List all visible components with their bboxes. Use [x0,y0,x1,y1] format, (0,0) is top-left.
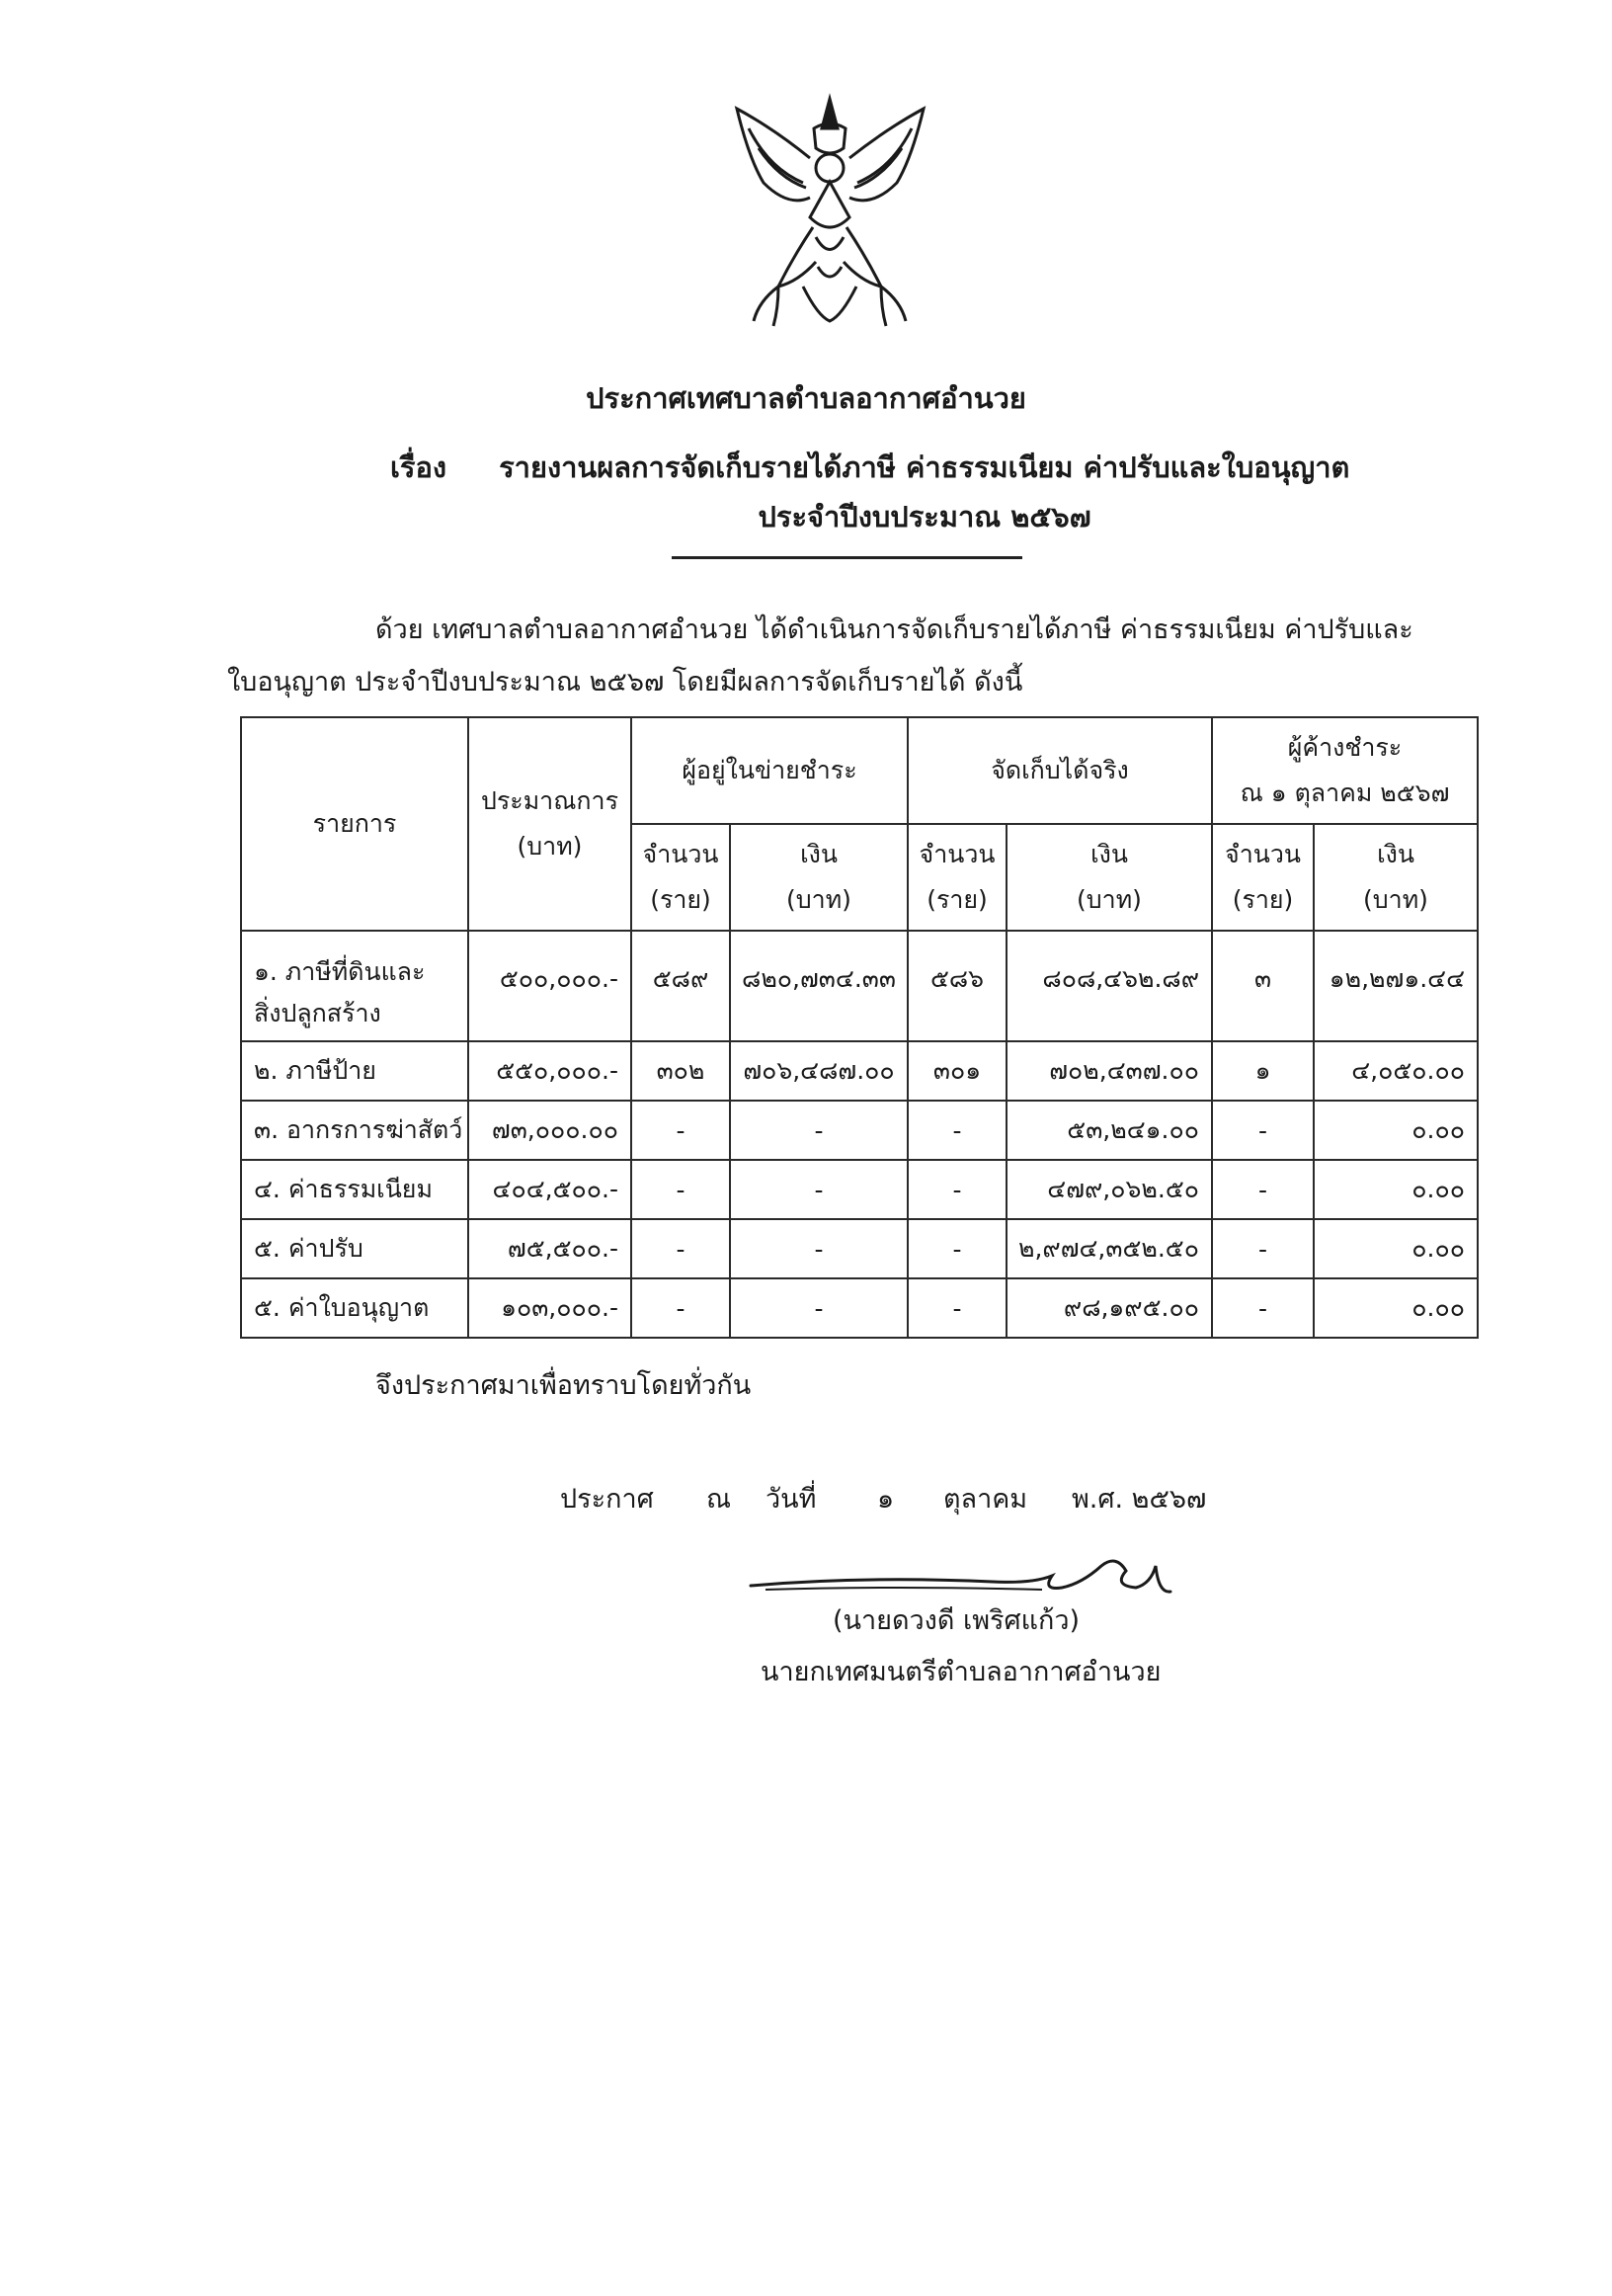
row-outstanding-amount: ๐.๐๐ [1314,1160,1478,1219]
announcement-month: ตุลาคม [943,1484,1028,1515]
announcement-title: ประกาศเทศบาลตำบลอากาศอำนวย [586,381,1026,415]
intro-paragraph-line-2: ใบอนุญาต ประจำปีงบประมาณ ๒๕๖๗ โดยมีผลการจัดเก็บรายได้ ดังนี้ [227,667,1023,697]
subject-line [390,445,1349,490]
row-collected-count: ๓๐๑ [908,1041,1007,1101]
row-item: ๒. ภาษีป้าย [241,1041,468,1101]
row-item: ๔. ค่าธรรมเนียม [241,1160,468,1219]
row-collected-amount: ๒,๙๗๔,๓๕๒.๕๐ [1007,1219,1212,1278]
row-estimate: ๗๓,๐๐๐.๐๐ [468,1101,631,1160]
intro-paragraph-line-1: ด้วย เทศบาลตำบลอากาศอำนวย ได้ดำเนินการจัดเก็บรายได้ภาษี ค่าธรรมเนียม ค่าปรับและ [375,615,1413,645]
row-estimate: ๔๐๔,๕๐๐.- [468,1160,631,1219]
row-item: ๕. ค่าปรับ [241,1219,468,1278]
row-item: ๕. ค่าใบอนุญาต [241,1278,468,1338]
row-outstanding-count: - [1212,1160,1314,1219]
announcement-prefix: ประกาศ [560,1484,654,1515]
signer-name: (นายดวงดี เพริศแก้ว) [833,1605,1081,1636]
row-outstanding-amount: ๐.๐๐ [1314,1278,1478,1338]
signer-title: นายกเทศมนตรีตำบลอากาศอำนวย [761,1657,1162,1687]
row-network-amount: - [730,1101,908,1160]
header-collected-amount: เงิน (บาท) [1007,824,1212,931]
header-item: รายการ [241,717,468,931]
row-network-count: - [631,1160,730,1219]
table-row [241,1041,1478,1101]
row-collected-amount: ๘๐๘,๔๖๒.๘๙ [1007,931,1212,1041]
row-network-count: ๓๐๒ [631,1041,730,1101]
table-row [241,931,1478,1041]
announcement-day-label: วันที่ [766,1484,817,1515]
announcement-at: ณ [706,1484,732,1515]
row-network-amount: ๘๒๐,๗๓๔.๓๓ [730,931,908,1041]
row-outstanding-amount: ๔,๐๕๐.๐๐ [1314,1041,1478,1101]
row-collected-amount: ๗๐๒,๔๓๗.๐๐ [1007,1041,1212,1101]
garuda-emblem [719,89,941,336]
row-network-amount: ๗๐๖,๔๘๗.๐๐ [730,1041,908,1101]
revenue-table [240,716,1479,1339]
row-outstanding-count: - [1212,1219,1314,1278]
row-network-count: - [631,1219,730,1278]
header-network-amount: เงิน (บาท) [730,824,908,931]
row-outstanding-count: ๓ [1212,931,1314,1041]
row-network-count: ๕๘๙ [631,931,730,1041]
row-collected-count: - [908,1160,1007,1219]
table-row [241,1101,1478,1160]
row-estimate: ๗๕,๕๐๐.- [468,1219,631,1278]
row-collected-amount: ๕๓,๒๔๑.๐๐ [1007,1101,1212,1160]
header-collected: จัดเก็บได้จริง [908,717,1212,824]
title-underline [672,556,1022,559]
row-network-amount: - [730,1278,908,1338]
row-network-count: - [631,1278,730,1338]
row-collected-count: ๕๘๖ [908,931,1007,1041]
row-network-amount: - [730,1219,908,1278]
row-estimate: ๑๐๓,๐๐๐.- [468,1278,631,1338]
row-item: ๑. ภาษีที่ดินและ สิ่งปลูกสร้าง [241,931,468,1041]
row-outstanding-amount: ๑๒,๒๗๑.๔๔ [1314,931,1478,1041]
closing-statement: จึงประกาศมาเพื่อทราบโดยทั่วกัน [375,1370,752,1401]
table-row [241,1278,1478,1338]
table-row [241,1219,1478,1278]
table-row [241,1160,1478,1219]
row-collected-count: - [908,1219,1007,1278]
row-estimate: ๕๐๐,๐๐๐.- [468,931,631,1041]
subject-year: ประจำปีงบประมาณ ๒๕๖๗ [758,500,1091,533]
row-outstanding-count: - [1212,1101,1314,1160]
row-collected-count: - [908,1101,1007,1160]
row-collected-amount: ๔๗๙,๐๖๒.๕๐ [1007,1160,1212,1219]
header-outstanding: ผู้ค้างชำระ ณ ๑ ตุลาคม ๒๕๖๗ [1212,717,1478,824]
row-outstanding-count: ๑ [1212,1041,1314,1101]
row-item: ๓. อากรการฆ่าสัตว์ [241,1101,468,1160]
announcement-day: ๑ [877,1484,895,1515]
row-outstanding-amount: ๐.๐๐ [1314,1101,1478,1160]
header-outstanding-amount: เงิน (บาท) [1314,824,1478,931]
row-network-count: - [631,1101,730,1160]
row-network-amount: - [730,1160,908,1219]
row-outstanding-count: - [1212,1278,1314,1338]
header-collected-count: จำนวน (ราย) [908,824,1007,931]
row-collected-count: - [908,1278,1007,1338]
row-collected-amount: ๙๘,๑๙๕.๐๐ [1007,1278,1212,1338]
header-outstanding-count: จำนวน (ราย) [1212,824,1314,931]
announcement-year: พ.ศ. ๒๕๖๗ [1072,1484,1207,1515]
row-estimate: ๕๕๐,๐๐๐.- [468,1041,631,1101]
subject-label: เรื่อง [390,451,447,484]
header-estimate: ประมาณการ (บาท) [468,717,631,931]
header-in-network: ผู้อยู่ในข่ายชำระ [631,717,908,824]
subject-text: รายงานผลการจัดเก็บรายได้ภาษี ค่าธรรมเนียม ค่าปรับและใบอนุญาต [499,451,1350,484]
row-outstanding-amount: ๐.๐๐ [1314,1219,1478,1278]
header-network-count: จำนวน (ราย) [631,824,730,931]
